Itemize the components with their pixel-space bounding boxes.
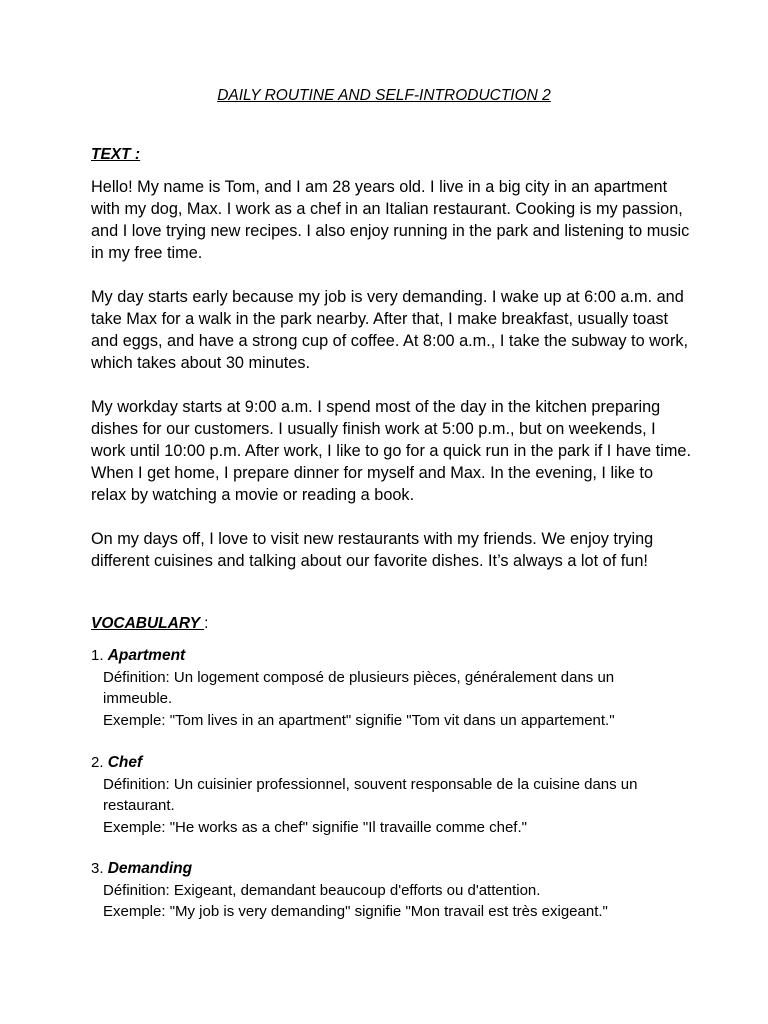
paragraph-2: My day starts early because my job is very demanding. I wake up at 6:00 a.m. and take Max for a walk in the park nearby. After that, I make breakfast, usually toast and eggs, and have a strong cup of coffee. At 8:00 a.m., I take the subway to work, which takes about 30 minutes. [91,288,689,372]
vocabulary-number: 1. [91,647,108,664]
paragraph-3: My workday starts at 9:00 a.m. I spend most of the day in the kitchen preparing dishes for our customers. I usually finish work at 5:00 p.m., but on weekends, I work until 10:00 p.m. After work, I like to go for a quick run in the park if I have time. When I get home, I prepare dinner for myself and Max. In the evening, I like to relax by watching a movie or reading a book. [91,398,691,504]
vocabulary-entry-2 [91,752,681,838]
vocabulary-definition: Définition: Un cuisinier professionnel, souvent responsable de la cuisine dans un restaurant. [103,775,638,814]
text-heading: TEXT [91,146,135,163]
vocabulary-entry-1 [91,645,681,731]
vocabulary-definition: Définition: Exigeant, demandant beaucoup d'efforts ou d'attention. [103,881,541,899]
vocabulary-term-line [91,752,681,774]
text-section-label [91,145,140,165]
vocabulary-term: Demanding [107,860,193,877]
paragraph-4: On my days off, I love to visit new restaurants with my friends. We enjoy trying different cuisines and talking about our favorite dishes. It’s always a lot of fun! [91,530,654,570]
vocabulary-example: Exemple: "Tom lives in an apartment" signifie "Tom vit dans un appartement." [103,711,615,729]
text-heading-colon: : [134,146,141,163]
vocabulary-example: Exemple: "My job is very demanding" signifie "Mon travail est très exigeant." [103,903,608,920]
vocabulary-section-label [91,614,208,634]
paragraph-1: Hello! My name is Tom, and I am 28 years old. I live in a big city in an apartment with my dog, Max. I work as a chef in an Italian restaurant. Cooking is my passion, and I love trying new recipes. I also enjoy running in the park and listening to music in my free time. [91,178,690,262]
vocabulary-term: Chef [107,754,143,771]
vocabulary-term-line [91,858,681,880]
vocabulary-number: 2. [91,754,108,771]
vocabulary-heading: VOCABULARY [91,615,205,632]
vocabulary-heading-colon: : [204,615,209,632]
vocabulary-example: Exemple: "He works as a chef" signifie "Il travaille comme chef." [103,818,527,836]
vocabulary-term-line [91,645,681,667]
vocabulary-number: 3. [91,860,108,877]
vocabulary-term: Apartment [107,647,186,664]
vocabulary-definition: Définition: Un logement composé de plusieurs pièces, généralement dans un immeuble. [103,668,615,707]
document-title: DAILY ROUTINE AND SELF-INTRODUCTION 2 [217,87,551,104]
vocabulary-entry-3 [91,858,681,923]
